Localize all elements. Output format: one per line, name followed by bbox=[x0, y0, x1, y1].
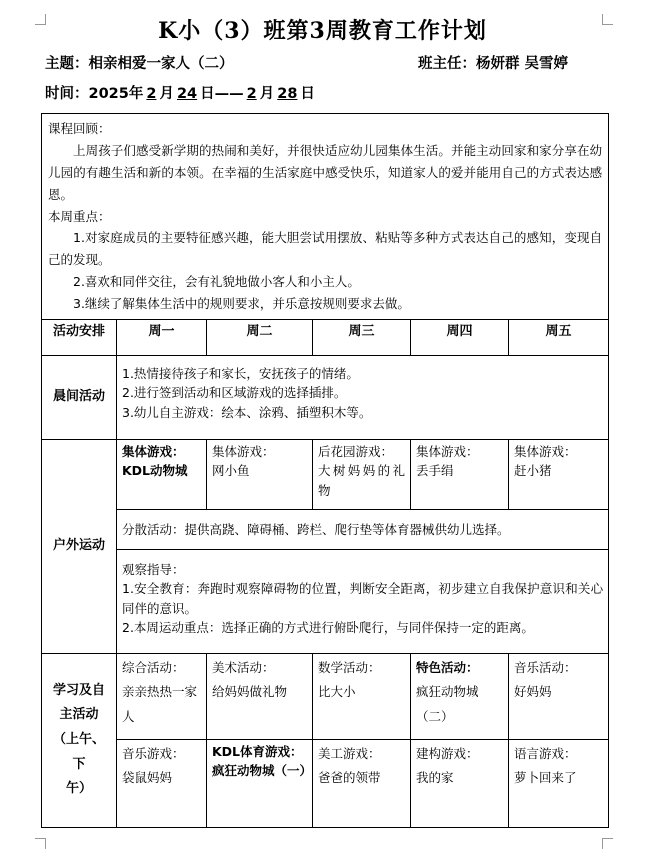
morning-item: 3.幼儿自主游戏：绘本、涂鸦、插塑积木等。 bbox=[122, 404, 372, 420]
review-cell bbox=[42, 114, 609, 320]
start-month: 2 bbox=[146, 86, 157, 102]
activity-name: 比大小 bbox=[318, 684, 356, 700]
header-monday: 周一 bbox=[117, 319, 207, 355]
game-type: 集体游戏： bbox=[514, 443, 577, 459]
game-type: 集体游戏： bbox=[212, 443, 275, 459]
outdoor-game-wednesday bbox=[313, 439, 411, 509]
theme-value: 相亲相爱一家人（二） bbox=[88, 56, 234, 72]
activity-name: 好妈妈 bbox=[514, 684, 552, 700]
guidance-cell bbox=[117, 549, 609, 653]
activity-name: 亲亲热热一家人 bbox=[122, 684, 198, 724]
game-type: 后花园游戏： bbox=[318, 443, 394, 459]
header-activity: 活动安排 bbox=[42, 319, 117, 355]
end-day-word: 日 bbox=[300, 86, 315, 102]
activity-name: 爸爸的领带 bbox=[318, 770, 381, 786]
free-play-cell: 分散活动：提供高跷、障碍桶、跨栏、爬行垫等体育器械供幼儿选择。 bbox=[117, 509, 609, 549]
activity-name: 疯狂动物城（一） bbox=[212, 763, 313, 779]
schedule-header-row bbox=[42, 319, 609, 355]
header-tuesday: 周二 bbox=[207, 319, 313, 355]
activity-type: 音乐游戏： bbox=[122, 745, 185, 761]
activity-type: 音乐活动： bbox=[514, 659, 577, 675]
activity-name: 给妈妈做礼物 bbox=[212, 684, 288, 700]
review-row bbox=[42, 114, 609, 320]
learning-monday-2 bbox=[117, 739, 207, 827]
activity-type: 综合活动： bbox=[122, 659, 185, 675]
learning-wednesday-2 bbox=[313, 739, 411, 827]
game-type: 集体游戏： bbox=[416, 443, 479, 459]
outdoor-label: 户外运动 bbox=[42, 439, 117, 653]
review-heading: 课程回顾： bbox=[48, 121, 111, 136]
activity-type: 美术活动： bbox=[212, 659, 275, 675]
page-title: K小（3）班第3周教育工作计划 bbox=[158, 18, 487, 44]
weekly-plan-table bbox=[41, 113, 609, 828]
activity-type: KDL体育游戏： bbox=[212, 743, 303, 759]
outdoor-games-row bbox=[42, 439, 609, 509]
year-suffix: 年 bbox=[128, 86, 144, 102]
teacher-value: 杨妍群 吴雪婷 bbox=[476, 56, 569, 72]
activity-name: 袋鼠妈妈 bbox=[122, 770, 173, 786]
learning-label-line: 主活动 bbox=[59, 707, 99, 723]
learning-label bbox=[42, 653, 117, 827]
learning-thursday-2 bbox=[411, 739, 509, 827]
focus-heading: 本周重点： bbox=[48, 208, 111, 224]
game-type: 集体游戏： bbox=[122, 443, 185, 459]
header-friday: 周五 bbox=[509, 319, 609, 355]
activity-name: 我的家 bbox=[416, 770, 454, 786]
theme-line bbox=[45, 52, 234, 73]
learning-label-line: （上午、下 bbox=[52, 732, 105, 772]
outdoor-game-tuesday bbox=[207, 439, 313, 509]
header-thursday: 周四 bbox=[411, 319, 509, 355]
activity-name: 萝卜回来了 bbox=[514, 770, 577, 786]
guidance-heading: 观察指导： bbox=[122, 561, 185, 577]
crop-mark-bottom-left bbox=[35, 838, 46, 849]
outdoor-game-monday bbox=[117, 439, 207, 509]
game-name: 大树妈妈的礼物 bbox=[318, 463, 405, 498]
start-day: 24 bbox=[176, 86, 198, 102]
learning-friday-1 bbox=[509, 653, 609, 739]
game-name: KDL动物城 bbox=[122, 463, 188, 479]
header-wednesday: 周三 bbox=[313, 319, 411, 355]
morning-item: 2.进行签到活动和区域游戏的选择插排。 bbox=[122, 385, 347, 401]
learning-label-line: 学习及自 bbox=[52, 682, 105, 698]
outdoor-guidance-row bbox=[42, 549, 609, 653]
activity-type: 建构游戏： bbox=[416, 745, 479, 761]
focus-item: 2.喜欢和同伴交往，会有礼貌地做小客人和小主人。 bbox=[73, 274, 360, 290]
outdoor-game-friday bbox=[509, 439, 609, 509]
theme-label: 主题： bbox=[45, 56, 89, 72]
end-month-word: 月 bbox=[259, 86, 275, 102]
morning-item: 1.热情接待孩子和家长，安抚孩子的情绪。 bbox=[122, 365, 359, 381]
activity-name: 疯狂动物城（二） bbox=[416, 684, 479, 724]
learning-label-line: 午） bbox=[65, 781, 92, 797]
activity-type: 语言游戏： bbox=[514, 745, 577, 761]
morning-label: 晨间活动 bbox=[42, 355, 117, 439]
time-label: 时间： bbox=[45, 86, 89, 102]
game-name: 网小鱼 bbox=[212, 463, 250, 479]
outdoor-game-thursday bbox=[411, 439, 509, 509]
learning-friday-2 bbox=[509, 739, 609, 827]
crop-mark-bottom-right bbox=[602, 838, 613, 849]
date-line bbox=[45, 82, 315, 103]
learning-thursday-1 bbox=[411, 653, 509, 739]
outdoor-free-row bbox=[42, 509, 609, 549]
game-name: 赶小猪 bbox=[514, 463, 552, 479]
game-name: 丢手绢 bbox=[416, 463, 454, 479]
year: 2025 bbox=[88, 86, 129, 102]
learning-row-2 bbox=[42, 739, 609, 827]
learning-row-1 bbox=[42, 653, 609, 739]
focus-item: 1.对家庭成员的主要特征感兴趣，能大胆尝试用摆放、粘贴等多种方式表达自己的感知，变现自己的发现。 bbox=[48, 230, 603, 268]
guidance-item: 1.安全教育：奔跑时观察障碍物的位置，判断安全距离，初步建立自我保护意识和关心同伴的意识。 bbox=[122, 581, 604, 616]
activity-type: 数学活动： bbox=[318, 659, 381, 675]
learning-tuesday-1 bbox=[207, 653, 313, 739]
guidance-item: 2.本周运动重点：选择正确的方式进行俯卧爬行，与同伴保持一定的距离。 bbox=[122, 620, 534, 635]
start-month-word: 月 bbox=[159, 86, 174, 102]
activity-type: 特色活动： bbox=[416, 659, 479, 675]
focus-item: 3.继续了解集体生活中的规则要求，并乐意按规则要求去做。 bbox=[73, 296, 410, 311]
morning-row bbox=[42, 355, 609, 439]
review-text: 上周孩子们感受新学期的热闹和美好，并很快适应幼儿园集体生活。并能主动回家和家分享在幼儿园的有趣生活和新的本领。在幸福的生活家庭中感受快乐，知道家人的爱并能用自己的方式表达感恩。 bbox=[48, 142, 603, 202]
teacher-label: 班主任： bbox=[418, 56, 476, 72]
morning-cell bbox=[117, 355, 609, 439]
start-day-word: 日 bbox=[200, 86, 215, 102]
learning-tuesday-2 bbox=[207, 739, 313, 827]
teacher-line bbox=[418, 52, 568, 73]
end-month: 2 bbox=[246, 86, 257, 102]
end-day: 28 bbox=[277, 86, 298, 102]
date-dash: —— bbox=[214, 86, 244, 102]
activity-type: 美工游戏： bbox=[318, 745, 381, 761]
learning-wednesday-1 bbox=[313, 653, 411, 739]
learning-monday-1 bbox=[117, 653, 207, 739]
